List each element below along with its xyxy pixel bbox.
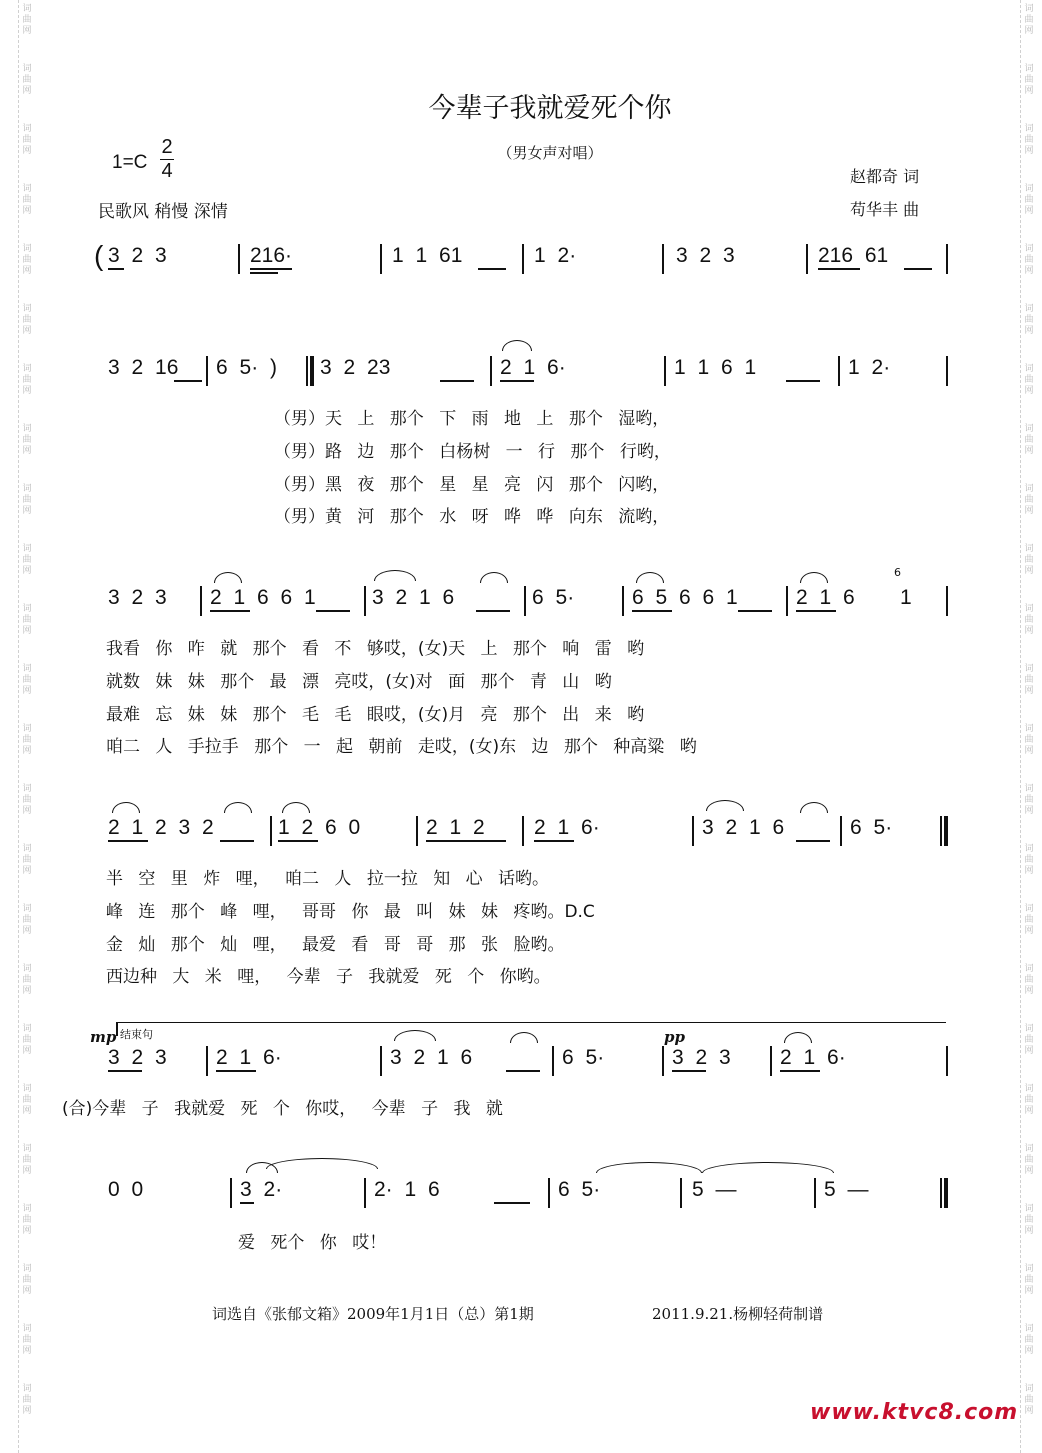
lyric-verse-4: （男）黄 河 那个 水 呀 哗 哗 向东 流哟，	[274, 507, 670, 527]
barline	[786, 586, 788, 616]
side-watermark-mark: 词 曲 网	[1024, 4, 1034, 36]
measure-1: 3 2 16	[108, 356, 179, 379]
side-watermark-mark: 词 曲 网	[1024, 124, 1034, 156]
slur	[800, 572, 828, 583]
side-watermark-mark: 词 曲 网	[1024, 604, 1034, 636]
lyric-verse-1: 半 空 里 炸 哩， 咱二 人 拉一拉 知 心 话哟。	[106, 869, 550, 889]
dynamic-mp: mp	[90, 1028, 117, 1046]
side-watermark-mark: 词 曲 网	[22, 1024, 32, 1056]
barline	[200, 586, 202, 616]
side-watermark-mark: 词 曲 网	[1024, 484, 1034, 516]
measure-6: 216 61	[818, 244, 889, 267]
slur	[784, 1032, 812, 1043]
measure-1: 3 2 3	[108, 586, 167, 609]
lyric-verse-2: （男）路 边 那个 白杨树 一 行 那个 行哟，	[274, 442, 671, 462]
side-watermark-mark: 词 曲 网	[1024, 244, 1034, 276]
measure-2: 2 1 6·	[216, 1046, 282, 1069]
measure-4: 6 5·	[558, 1178, 601, 1201]
grace-note: 6	[894, 566, 901, 579]
measure-3: 2· 1 6	[374, 1178, 440, 1201]
measure-5: 3 2 3	[676, 244, 735, 267]
lyric-verse-1: 我看 你 咋 就 那个 看 不 够哎，(女)天 上 那个 响 雷 哟	[106, 639, 645, 659]
intro-open-bracket: (	[94, 240, 104, 271]
barline	[840, 816, 842, 846]
barline	[622, 586, 624, 616]
side-watermark-mark: 词 曲 网	[22, 964, 32, 996]
side-watermark-mark: 词 曲 网	[22, 304, 32, 336]
measure-3: 3 2 1 6	[390, 1046, 473, 1069]
measure-4: 6 5·	[532, 586, 575, 609]
lyric-verse-2: 峰 连 那个 峰 哩， 哥哥 你 最 叫 妹 妹 疼哟。D.C	[106, 902, 595, 922]
side-watermark-mark: 词 曲 网	[22, 844, 32, 876]
source-note: 词选自《张郁文箱》2009年1月1日（总）第1期	[212, 1305, 534, 1323]
underline	[210, 610, 250, 612]
underline	[220, 840, 254, 842]
site-watermark: www.ktvc8.com	[810, 1400, 1019, 1425]
lyric-verse-3: 金 灿 那个 灿 哩， 最爱 看 哥 哥 那 张 脸哟。	[106, 935, 565, 955]
underline	[108, 1070, 142, 1072]
barline	[230, 1178, 232, 1208]
underline	[174, 380, 202, 382]
measure-5: 3 2 1 6	[702, 816, 785, 839]
side-watermark-mark: 词 曲 网	[1024, 1144, 1034, 1176]
barline	[270, 816, 272, 846]
ending-label: 结束句	[120, 1028, 153, 1041]
repeat-end-barline-thick	[944, 816, 948, 846]
barline	[806, 244, 808, 274]
barline	[946, 1046, 948, 1076]
side-watermark-mark: 词 曲 网	[22, 724, 32, 756]
slur	[800, 802, 828, 813]
side-watermark-mark: 词 曲 网	[1024, 1264, 1034, 1296]
side-watermark-mark: 词 曲 网	[22, 544, 32, 576]
underline	[426, 840, 506, 842]
underline	[818, 268, 860, 270]
side-watermark-mark: 词 曲 网	[1024, 544, 1034, 576]
barline	[206, 356, 208, 386]
measure-2: 3 2·	[240, 1178, 283, 1201]
barline	[692, 816, 694, 846]
measure-6: 2 1 6·	[780, 1046, 846, 1069]
lyric-verse-3: （男）黑 夜 那个 星 星 亮 闪 那个 闪哟，	[274, 475, 670, 495]
lyric-chorus: (合)今辈 子 我就爱 死 个 你哎， 今辈 子 我 就	[62, 1099, 503, 1119]
measure-1: 3 2 3	[108, 1046, 167, 1069]
side-watermark-mark: 词 曲 网	[22, 244, 32, 276]
side-watermark-mark: 词 曲 网	[1024, 1084, 1034, 1116]
side-watermark-mark: 词 曲 网	[22, 424, 32, 456]
measure-3: 3 2 1 6	[372, 586, 455, 609]
side-watermark-mark: 词 曲 网	[1024, 1024, 1034, 1056]
barline	[552, 1046, 554, 1076]
side-watermark-mark: 词 曲 网	[22, 664, 32, 696]
underline	[240, 1202, 254, 1204]
measure-3: 1 1 61	[392, 244, 463, 267]
underline	[476, 610, 510, 612]
side-watermark-mark: 词 曲 网	[22, 784, 32, 816]
side-watermark-mark: 词 曲 网	[1024, 904, 1034, 936]
key-signature: 1=C	[112, 152, 148, 173]
underline	[440, 380, 474, 382]
measure-1: 3 2 3	[108, 244, 167, 267]
underline	[738, 610, 772, 612]
lyric-verse-3: 最难 忘 妹 妹 那个 毛 毛 眼哎，(女)月 亮 那个 出 来 哟	[106, 705, 645, 725]
underline	[478, 268, 506, 270]
underline	[250, 268, 292, 270]
slur	[374, 570, 416, 581]
underline	[250, 272, 278, 274]
barline	[522, 244, 524, 274]
underline	[216, 1070, 256, 1072]
underline	[534, 840, 574, 842]
lyric-verse-4: 咱二 人 手拉手 那个 一 起 朝前 走哎，(女)东 边 那个 种高粱 哟	[106, 737, 697, 757]
barline	[490, 356, 492, 386]
side-watermark-mark: 词 曲 网	[22, 1144, 32, 1176]
side-watermark-mark: 词 曲 网	[1024, 1384, 1034, 1416]
barline	[838, 356, 840, 386]
slur	[510, 1032, 538, 1043]
barline	[946, 586, 948, 616]
measure-5: 3 2 3	[672, 1046, 731, 1069]
slur	[706, 800, 744, 811]
measure-5: 6 5 6 6 1	[632, 586, 738, 609]
tempo-marking: 民歌风 稍慢 深情	[98, 202, 228, 222]
measure-4: 1 2·	[534, 244, 577, 267]
measure-5: 5 —	[692, 1178, 737, 1201]
barline	[380, 1046, 382, 1076]
measure-6: 6 5·	[850, 816, 893, 839]
measure-7: 1	[900, 586, 912, 609]
side-watermark-mark: 词 曲 网	[1024, 184, 1034, 216]
underline	[316, 610, 350, 612]
measure-1: 0 0	[108, 1178, 144, 1201]
transcription-date: 2011.9.21.杨柳轻荷制谱	[652, 1305, 824, 1323]
measure-4: 6 5·	[562, 1046, 605, 1069]
side-watermark-mark: 词 曲 网	[1024, 64, 1034, 96]
measure-4: 2 1 6·	[534, 816, 600, 839]
measure-2: 216·	[250, 244, 293, 267]
underline	[494, 1202, 530, 1204]
barline	[364, 1178, 366, 1208]
underline	[780, 1070, 820, 1072]
measure-2: 2 1 6 6 1	[210, 586, 316, 609]
side-watermark-mark: 词 曲 网	[22, 124, 32, 156]
time-signature-top: 2	[161, 136, 173, 158]
barline	[814, 1178, 816, 1208]
tie	[702, 1162, 834, 1173]
side-watermark-mark: 词 曲 网	[22, 64, 32, 96]
final-barline-thin	[940, 1178, 942, 1208]
lyric-verse-1: （男）天 上 那个 下 雨 地 上 那个 湿哟，	[274, 409, 670, 429]
side-watermark-mark: 词 曲 网	[22, 4, 32, 36]
side-watermark-mark: 词 曲 网	[22, 904, 32, 936]
barline	[206, 1046, 208, 1076]
side-watermark-mark: 词 曲 网	[22, 604, 32, 636]
underline	[672, 1070, 706, 1072]
side-watermark-mark: 词 曲 网	[1024, 964, 1034, 996]
left-watermark-strip	[18, 0, 33, 1453]
barline	[770, 1046, 772, 1076]
composer-credit: 苟华丰 曲	[850, 200, 920, 219]
barline	[238, 244, 240, 274]
ending-bracket-line	[116, 1022, 946, 1023]
side-watermark-mark: 词 曲 网	[22, 184, 32, 216]
side-watermark-mark: 词 曲 网	[1024, 724, 1034, 756]
barline	[946, 244, 948, 274]
underline	[796, 840, 830, 842]
side-watermark-mark: 词 曲 网	[1024, 304, 1034, 336]
underline	[796, 610, 836, 612]
time-signature	[160, 136, 174, 183]
underline	[108, 268, 124, 270]
side-watermark-mark: 词 曲 网	[1024, 364, 1034, 396]
slur	[224, 802, 252, 813]
slur	[480, 572, 508, 583]
lyricist-credit: 赵都奇 词	[850, 167, 920, 186]
barline	[416, 816, 418, 846]
side-watermark-mark: 词 曲 网	[22, 484, 32, 516]
side-watermark-mark: 词 曲 网	[22, 1084, 32, 1116]
repeat-start-barline-thick	[310, 356, 314, 386]
underline	[632, 610, 672, 612]
underline	[786, 380, 820, 382]
measure-3: 2 1 2	[426, 816, 485, 839]
barline	[680, 1178, 682, 1208]
barline	[364, 586, 366, 616]
measure-6: 1 2·	[848, 356, 891, 379]
barline	[664, 356, 666, 386]
slur	[502, 340, 532, 351]
dynamic-pp: pp	[664, 1028, 685, 1046]
measure-1: 2 1 2 3 2	[108, 816, 214, 839]
measure-5: 1 1 6 1	[674, 356, 757, 379]
barline	[380, 244, 382, 274]
measure-3: 3 2 23	[320, 356, 391, 379]
slur	[636, 572, 664, 583]
final-barline-thick	[944, 1178, 948, 1208]
underline	[506, 1070, 540, 1072]
measure-2: 6 5· )	[216, 356, 278, 379]
slur	[214, 572, 242, 583]
side-watermark-mark: 词 曲 网	[1024, 844, 1034, 876]
side-watermark-mark: 词 曲 网	[22, 1384, 32, 1416]
side-watermark-mark: 词 曲 网	[1024, 664, 1034, 696]
lyric-verse-4: 西边种 大 米 哩， 今辈 子 我就爱 死 个 你哟。	[106, 967, 551, 987]
side-watermark-mark: 词 曲 网	[1024, 784, 1034, 816]
slur	[112, 802, 140, 813]
barline	[946, 356, 948, 386]
tie	[596, 1162, 702, 1173]
barline	[522, 816, 524, 846]
side-watermark-mark: 词 曲 网	[22, 1324, 32, 1356]
side-watermark-mark: 词 曲 网	[22, 1264, 32, 1296]
barline	[548, 1178, 550, 1208]
right-watermark-strip	[1020, 0, 1035, 1453]
measure-4: 2 1 6·	[500, 356, 566, 379]
tie	[266, 1158, 378, 1169]
barline	[662, 244, 664, 274]
barline	[524, 586, 526, 616]
song-title: 今辈子我就爱死个你	[428, 93, 672, 124]
underline	[500, 380, 534, 382]
side-watermark-mark: 词 曲 网	[22, 364, 32, 396]
slur	[282, 802, 310, 813]
underline	[904, 268, 932, 270]
barline	[662, 1046, 664, 1076]
side-watermark-mark: 词 曲 网	[22, 1204, 32, 1236]
slur	[394, 1030, 436, 1041]
side-watermark-mark: 词 曲 网	[1024, 424, 1034, 456]
measure-6: 5 —	[824, 1178, 869, 1201]
lyric-verse-2: 就数 妹 妹 那个 最 漂 亮哎，(女)对 面 那个 青 山 哟	[106, 672, 612, 692]
lyric-final: 爱 死个 你 哎！	[238, 1233, 387, 1253]
repeat-end-barline-thin	[940, 816, 942, 846]
underline	[278, 840, 318, 842]
side-watermark-mark: 词 曲 网	[1024, 1324, 1034, 1356]
song-subtitle: （男女声对唱）	[497, 144, 603, 162]
time-signature-bottom: 4	[161, 160, 173, 182]
underline	[108, 840, 148, 842]
measure-6: 2 1 6	[796, 586, 855, 609]
repeat-start-barline-thin	[306, 356, 308, 386]
side-watermark-mark: 词 曲 网	[1024, 1204, 1034, 1236]
measure-2: 1 2 6 0	[278, 816, 361, 839]
